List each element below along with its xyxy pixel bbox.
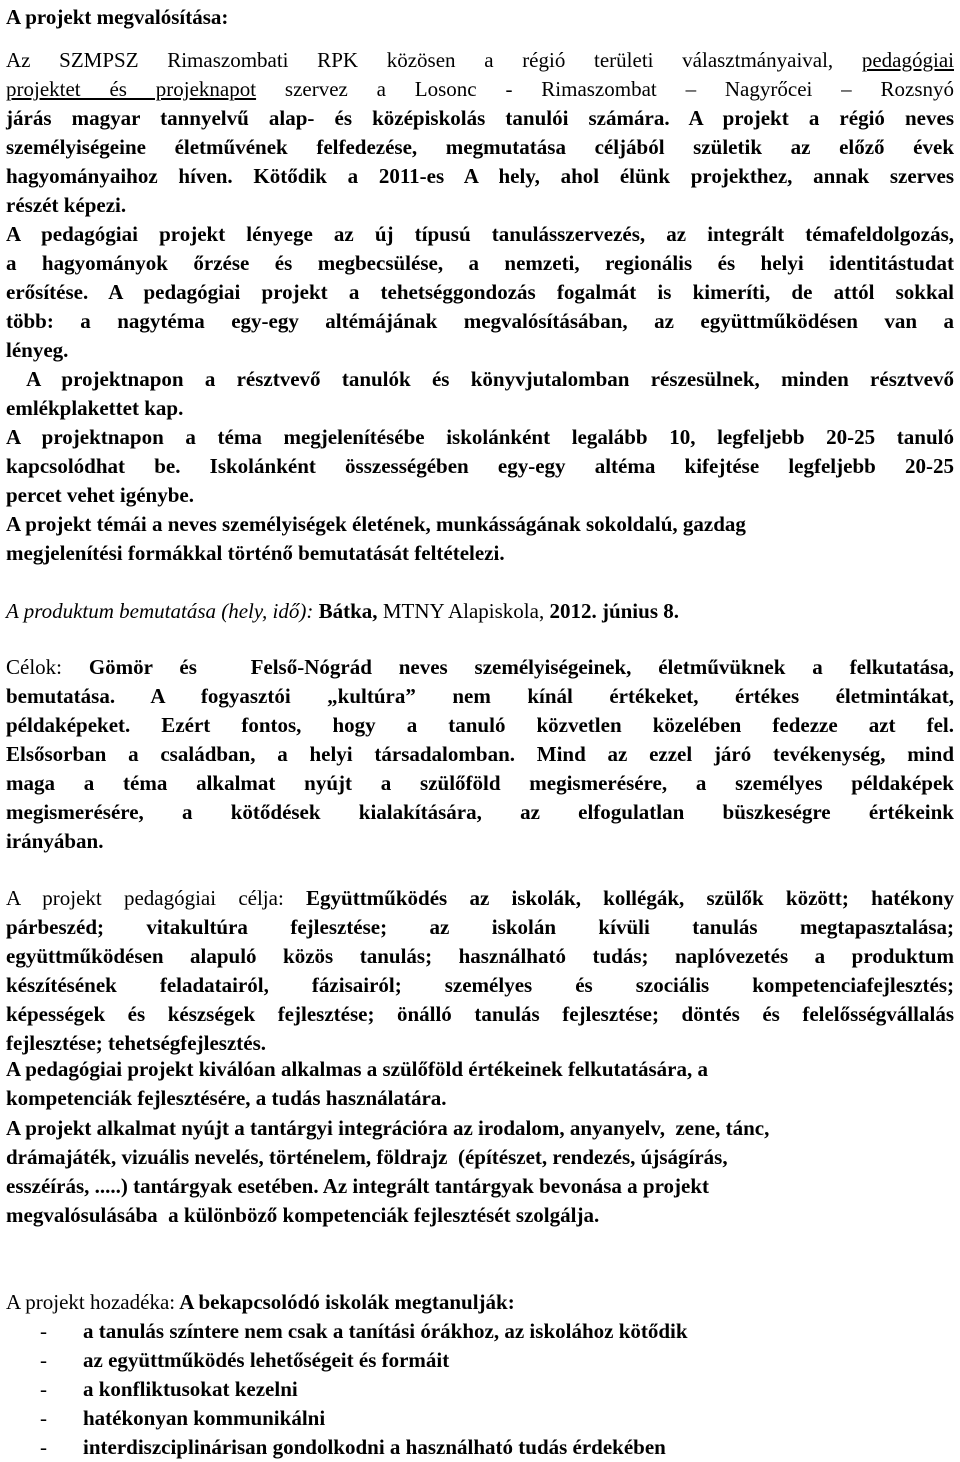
text-line: drámajáték, vizuális nevelés, történelem, földrajz (építészet, rendezés, újságírás, xyxy=(6,1145,728,1169)
text-line: több: a nagytéma egy-egy altémájának megvalósításában, az együttműködésen van a xyxy=(6,309,954,333)
text-line: A projekt témái a neves személyiségek életének, munkásságának sokoldalú, gazdag xyxy=(6,512,746,536)
list-item-text: hatékonyan kommunikálni xyxy=(83,1406,326,1430)
intro-line xyxy=(6,75,954,104)
paragraph-lenyege xyxy=(6,220,954,365)
text-line: A projekt alkalmat nyújt a tantárgyi integrációra az irodalom, anyanyelv, zene, tánc, xyxy=(6,1116,770,1140)
list-item xyxy=(6,1317,954,1346)
integracio-paragraph xyxy=(6,1114,954,1230)
text-line: A pedagógiai projekt lényege az új típusú tanulásszervezés, az integrált témafeldolgozás, xyxy=(6,222,954,246)
text-line: fejlesztése; tehetségfejlesztés. xyxy=(6,1031,266,1055)
produktum-date: 2012. június 8. xyxy=(549,599,679,623)
underlined-phrase: pedagógiai xyxy=(861,48,954,72)
list-item xyxy=(6,1346,954,1375)
paragraph-projektnap xyxy=(6,365,954,423)
text-line: A projektnapon a téma megjelenítésébe iskolánként legalább 10, legfeljebb 20-25 tanuló xyxy=(6,425,954,449)
text-line: párbeszéd; vitakultúra fejlesztése; az iskolán kívüli tanulás megtapasztalása; xyxy=(6,915,954,939)
list-item xyxy=(6,1404,954,1433)
celok-label: Célok: xyxy=(6,655,62,679)
text-line: kompetenciák fejlesztésére, a tudás használatára. xyxy=(6,1086,447,1110)
text-line: együttműködésen alapuló közös tanulás; használható tudás; naplóvezetés a produktum xyxy=(6,944,954,968)
list-item-text: az együttműködés lehetőségeit és formáit xyxy=(83,1348,450,1372)
text-line xyxy=(6,884,954,913)
celok-paragraph xyxy=(6,653,954,856)
text-line: megvalósulásába a különböző kompetenciák fejlesztését szolgálja. xyxy=(6,1203,600,1227)
hozadek-label: A projekt hozadéka: xyxy=(6,1290,176,1314)
underlined-phrase: projektet és projeknapot xyxy=(6,77,257,101)
text-line: kapcsolódhat be. Iskolánként összességében egy-egy altéma kifejtése legfeljebb 20-25 xyxy=(6,454,954,478)
text-line: készítésének feladatairól, fázisairól; személyes és szociális kompetenciafejlesztés; xyxy=(6,973,954,997)
intro-line: részét képezi. xyxy=(6,193,127,217)
dash-bullet: - xyxy=(40,1377,47,1401)
text-line: percet vehet igénybe. xyxy=(6,483,194,507)
list-item xyxy=(6,1375,954,1404)
list-item-text: a konfliktusokat kezelni xyxy=(83,1377,298,1401)
text-line xyxy=(6,653,954,682)
cel-label: A projekt pedagógiai célja: xyxy=(6,886,284,910)
text-line: emlékplakettet kap. xyxy=(6,396,184,420)
hozadek-list xyxy=(6,1317,954,1462)
intro-line: járás magyar tannyelvű alap- és középiskolás tanulói számára. A projekt a régió neves xyxy=(6,106,954,130)
paragraph-resztvevok xyxy=(6,423,954,510)
text-line: lényeg. xyxy=(6,338,69,362)
produktum-line xyxy=(6,597,954,626)
dash-bullet: - xyxy=(40,1435,47,1459)
produktum-school: MTNY Alapiskola, xyxy=(382,599,545,623)
hozadek-lead-text: A bekapcsolódó iskolák megtanulják: xyxy=(175,1290,515,1314)
intro-line: személyiségeine életművének felfedezése, megmutatása céljából születik az előző évek xyxy=(6,135,954,159)
text-line: megjelenítési formákkal történő bemutatását feltételezi. xyxy=(6,541,505,565)
intro-text: Az SZMPSZ Rimaszombati RPK közösen a régió területi választmányaival, xyxy=(6,48,862,72)
text-line: esszéírás, .....) tantárgyak esetében. Az integrált tantárgyak bevonása a projekt xyxy=(6,1174,710,1198)
cel-text: Együttműködés az iskolák, kollégák, szülők között; hatékony xyxy=(283,886,954,910)
hozadek-lead xyxy=(6,1288,954,1317)
text-line: képességek és készségek fejlesztése; önálló tanulás fejlesztése; döntés és felelősségvállalás xyxy=(6,1002,954,1026)
list-item xyxy=(6,1433,954,1462)
text-line: erősítése. A pedagógiai projekt a tehetséggondozás fogalmát is kimeríti, de attól sokkal xyxy=(6,280,954,304)
list-item-text: a tanulás színtere nem csak a tanítási órákhoz, az iskolához kötődik xyxy=(83,1319,688,1343)
celok-text: Gömör és Felső-Nógrád neves személyiségeinek, életművüknek a felkutatása, xyxy=(62,655,954,679)
paragraph-temak xyxy=(6,510,954,568)
text-line: a hagyományok őrzése és megbecsülése, a nemzeti, regionális és helyi identitástudat xyxy=(6,251,954,275)
kivaloan-paragraph xyxy=(6,1055,954,1113)
text-line: példaképeket. Ezért fontos, hogy a tanuló közvetlen közelében fedezze azt fel. xyxy=(6,713,954,737)
text-line: bemutatása. A fogyasztói „kultúra” nem kínál értékeket, értékes életmintákat, xyxy=(6,684,954,708)
produktum-place: Bátka, xyxy=(318,599,378,623)
text-line: A pedagógiai projekt kiválóan alkalmas a szülőföld értékeinek felkutatására, a xyxy=(6,1057,708,1081)
pedagogiai-cel-paragraph xyxy=(6,884,954,1058)
list-item-text: interdiszciplinárisan gondolkodni a használható tudás érdekében xyxy=(83,1435,666,1459)
intro-paragraph xyxy=(6,46,954,220)
text-line: megismerésére, a kötődések kialakítására, az elfogulatlan büszkeségre értékeink xyxy=(6,800,954,824)
section-heading: A projekt megvalósítása: xyxy=(6,5,229,29)
intro-line: hagyományaihoz híven. Kötődik a 2011-es A hely, ahol élünk projekthez, annak szerves xyxy=(6,164,954,188)
text-line: irányában. xyxy=(6,829,104,853)
text-line: maga a téma alkalmat nyújt a szülőföld megismerésére, a személyes példaképek xyxy=(6,771,954,795)
text-line: A projektnapon a résztvevő tanulók és könyvjutalomban részesülnek, minden résztvevő xyxy=(6,367,954,391)
dash-bullet: - xyxy=(40,1348,47,1372)
produktum-label: A produktum bemutatása (hely, idő): xyxy=(6,599,314,623)
text-line: Elsősorban a családban, a helyi társadalomban. Mind az ezzel járó tevékenység, mind xyxy=(6,742,954,766)
dash-bullet: - xyxy=(40,1319,47,1343)
intro-line xyxy=(6,46,954,75)
dash-bullet: - xyxy=(40,1406,47,1430)
intro-text: szervez a Losonc - Rimaszombat – Nagyrőcei – Rozsnyó xyxy=(256,77,954,101)
